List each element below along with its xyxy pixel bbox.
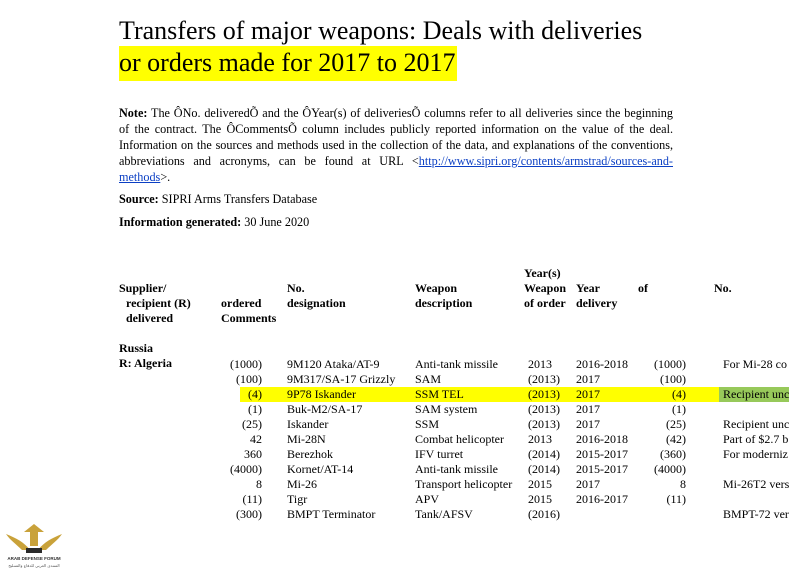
cell-description: SSM TEL <box>415 387 464 401</box>
cell-order-year: (2013) <box>528 372 560 386</box>
header-no: No. <box>287 281 305 295</box>
cell-comment: For Mi-28 co <box>723 357 787 371</box>
table-row <box>0 447 789 462</box>
cell-comment: Recipient unc <box>723 417 789 431</box>
cell-order-year: 2013 <box>528 432 552 446</box>
cell-delivered: (360) <box>660 447 686 461</box>
header-delivered: delivered <box>126 311 174 325</box>
cell-description: SAM <box>415 372 442 386</box>
cell-delivery-years: 2017 <box>576 402 600 416</box>
table-row <box>0 357 789 372</box>
cell-description: Anti-tank missile <box>415 357 498 371</box>
cell-order-year: (2016) <box>528 507 560 521</box>
cell-ordered: (100) <box>236 372 262 386</box>
cell-delivery-years: 2017 <box>576 372 600 386</box>
cell-ordered: (25) <box>242 417 262 431</box>
source-value: SIPRI Arms Transfers Database <box>161 192 318 206</box>
header-weapon-of: Weapon <box>524 281 567 295</box>
cell-description: SAM system <box>415 402 478 416</box>
cell-comment: BMPT-72 ver <box>723 507 789 521</box>
header-of-order: of order <box>524 296 566 310</box>
cell-ordered: 360 <box>244 447 262 461</box>
supplier-name: Russia <box>119 341 154 355</box>
cell-order-year: 2013 <box>528 357 552 371</box>
cell-comment: Part of $2.7 b <box>723 432 789 446</box>
cell-designation: Berezhok <box>287 447 333 461</box>
table-row <box>0 492 789 507</box>
cell-order-year: (2014) <box>528 447 560 461</box>
header-ordered: ordered <box>221 296 262 310</box>
cell-delivery-years: 2017 <box>576 477 600 491</box>
arab-defense-forum-logo <box>0 520 68 572</box>
cell-ordered: (4000) <box>230 462 262 476</box>
header-supplier: Supplier/ <box>119 281 167 295</box>
source-line <box>119 192 317 207</box>
header-years: Year(s) <box>524 266 561 280</box>
cell-delivery-years: 2016-2018 <box>576 432 628 446</box>
cell-delivery-years: 2017 <box>576 387 600 401</box>
cell-order-year: 2015 <box>528 477 552 491</box>
cell-ordered: (1) <box>248 402 262 416</box>
cell-order-year: (2013) <box>528 417 560 431</box>
header-delivery: delivery <box>576 296 618 310</box>
table-row <box>0 402 789 417</box>
generated-label: Information generated: <box>119 215 242 229</box>
cell-order-year: (2013) <box>528 387 560 401</box>
cell-description: Transport helicopter <box>415 477 513 491</box>
cell-ordered: (11) <box>242 492 262 506</box>
cell-comment: Mi-26T2 vers <box>723 477 789 491</box>
note-label: Note: <box>119 106 148 120</box>
cell-delivery-years: 2017 <box>576 417 600 431</box>
cell-comment: Recipient unc <box>723 387 789 401</box>
cell-ordered: 8 <box>256 477 262 491</box>
cell-delivery-years: 2016-2018 <box>576 357 628 371</box>
table-row <box>0 507 789 522</box>
cell-designation: Iskander <box>287 417 329 431</box>
sources-methods-link[interactable]: http://www.sipri.org/contents/armstrad/sources-and-methods <box>119 154 673 184</box>
table-row <box>0 372 789 387</box>
cell-designation: 9M120 Ataka/AT-9 <box>287 357 380 371</box>
note-paragraph <box>119 105 673 185</box>
cell-delivered: (4000) <box>654 462 686 476</box>
cell-designation: Tigr <box>287 492 308 506</box>
header-designation: designation <box>287 296 346 310</box>
cell-description: SSM <box>415 417 440 431</box>
note-after: >. <box>160 170 171 184</box>
logo-text: ARAB DEFENSE FORUM <box>7 556 61 561</box>
header-weapon: Weapon <box>415 281 458 295</box>
table-row <box>0 417 789 432</box>
cell-ordered: (4) <box>248 387 262 401</box>
note-text: The ÔNo. deliveredÕ and the ÔYear(s) of deliveriesÕ columns refer to all deliveries since the beginning of the contract. The ÔCommentsÕ column includes publicly reported information on the value of the deal. Information on the sources and methods used in the collection of the data, and explanations of the conventions, abbreviations and acronyms, can be found at URL < <box>119 106 673 168</box>
cell-order-year: 2015 <box>528 492 552 506</box>
cell-designation: Mi-28N <box>287 432 326 446</box>
generated-value: 30 June 2020 <box>244 215 310 229</box>
page-title-line2 <box>119 46 457 80</box>
cell-delivered: (42) <box>666 432 686 446</box>
logo-emblem-icon <box>0 520 68 572</box>
cell-delivered: (11) <box>666 492 686 506</box>
cell-ordered: (300) <box>236 507 262 521</box>
cell-description: Combat helicopter <box>415 432 504 446</box>
cell-description: Tank/AFSV <box>415 507 473 521</box>
cell-comment: For moderniz <box>723 447 788 461</box>
header-of: of <box>638 281 648 295</box>
cell-designation: 9M317/SA-17 Grizzly <box>287 372 396 386</box>
cell-delivered: (25) <box>666 417 686 431</box>
cell-description: IFV turret <box>415 447 464 461</box>
cell-designation: Mi-26 <box>287 477 317 491</box>
cell-delivered: (4) <box>672 387 686 401</box>
cell-description: APV <box>415 492 440 506</box>
page-title-line1: Transfers of major weapons: Deals with deliveries <box>119 16 643 45</box>
header-description: description <box>415 296 473 310</box>
cell-designation: 9P78 Iskander <box>287 387 356 401</box>
header-no2: No. <box>714 281 732 295</box>
table-row-highlighted <box>0 387 789 402</box>
header-comments: Comments <box>221 311 277 325</box>
cell-delivered: (1000) <box>654 357 686 371</box>
cell-delivered: (1) <box>672 402 686 416</box>
cell-designation: Buk-M2/SA-17 <box>287 402 363 416</box>
table-row <box>0 432 789 447</box>
cell-description: Anti-tank missile <box>415 462 498 476</box>
cell-designation: Kornet/AT-14 <box>287 462 354 476</box>
source-label: Source: <box>119 192 159 206</box>
title-highlight: or orders made for 2017 to 2017 <box>119 46 457 81</box>
cell-delivery-years: 2015-2017 <box>576 462 628 476</box>
header-recipient: recipient (R) <box>126 296 191 310</box>
cell-designation: BMPT Terminator <box>287 507 376 521</box>
cell-delivery-years: 2015-2017 <box>576 447 628 461</box>
recipient-name: R: Algeria <box>119 356 172 370</box>
cell-delivered: 8 <box>680 477 686 491</box>
header-year: Year <box>576 281 600 295</box>
table-row <box>0 462 789 477</box>
cell-order-year: (2014) <box>528 462 560 476</box>
table-row <box>0 477 789 492</box>
cell-order-year: (2013) <box>528 402 560 416</box>
cell-delivery-years: 2016-2017 <box>576 492 628 506</box>
cell-delivered: (100) <box>660 372 686 386</box>
logo-subtext: المنتدى العربي للدفاع والتسليح <box>8 563 60 568</box>
generated-line <box>119 215 309 230</box>
cell-ordered: (1000) <box>230 357 262 371</box>
cell-ordered: 42 <box>250 432 262 446</box>
